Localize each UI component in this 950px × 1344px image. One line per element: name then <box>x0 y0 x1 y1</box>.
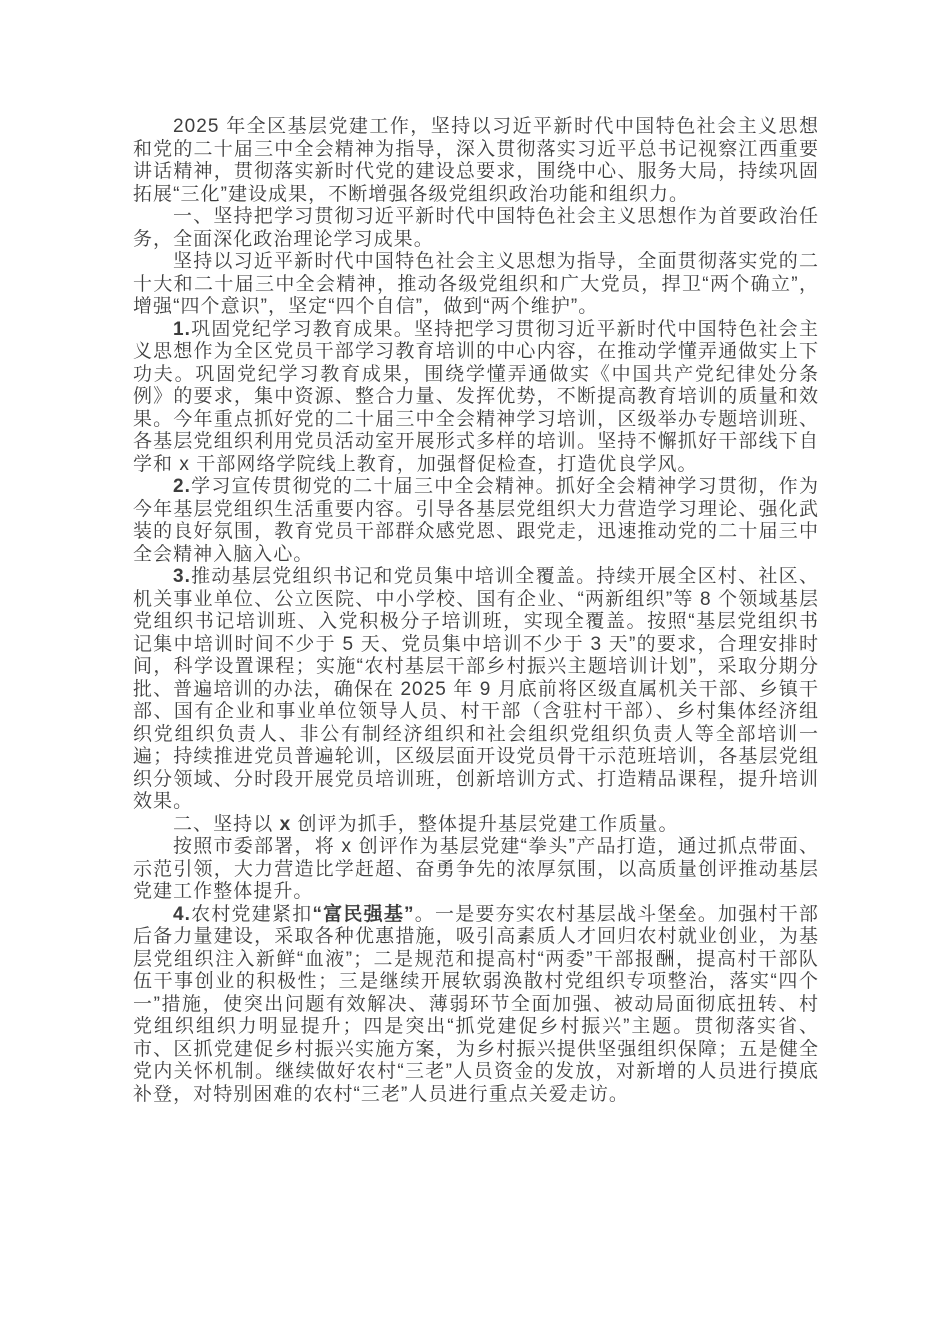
paragraph-5 <box>133 476 819 566</box>
paragraph-4 <box>133 319 819 477</box>
text-run: 推动基层党组织书记和党员集中培训全覆盖。持续开展全区村、社区、机关事业单位、公立医院、中小学校、国有企业、“两新组织”等 8 个领域基层党组织书记培训班、入党积极分子培训班，实现全覆盖。按照“基层党组织书记集中培训时间不少于 5 天、党员集中培训不少于 3 天”的要求，合理安排时间，科学设置课程；实施“农村基层干部乡村振兴主题培训计划”，采取分期分批、普遍培训的办法，确保在 2025 年 9 月底前将区级直属机关干部、乡镇干部、国有企业和事业单位领导人员、村干部（含驻村干部）、乡村集体经济组织党组织负责人、非公有制经济组织和社会组织党组织负责人等全部培训一遍；持续推进党员普遍轮训，区级层面开设党员骨干示范班培训，各基层党组织分领域、分时段开展党员培训班，创新培训方式、打造精品课程，提升培训效果。 <box>133 566 819 812</box>
paragraph-9 <box>133 904 819 1107</box>
bold-text-run: 2. <box>173 476 191 497</box>
paragraph-6 <box>133 566 819 814</box>
text-run: 。一是要夯实农村基层战斗堡垒。加强村干部后备力量建设，采取各种优惠措施，吸引高素质人才回归农村就业创业，为基层党组织注入新鲜“血液”；二是规范和提高村“两委”干部报酬，提高村干部队伍干事创业的积极性；三是继续开展软弱涣散村党组织专项整治，落实“四个一”措施，使突出问题有效解决、薄弱环节全面加强、被动局面彻底扭转、村党组织组织力明显提升；四是突出“抓党建促乡村振兴”主题。贯彻落实省、市、区抓党建促乡村振兴实施方案，为乡村振兴提供坚强组织保障；五是健全党内关怀机制。继续做好农村“三老”人员资金的发放，对新增的人员进行摸底补登，对特别困难的农村“三老”人员进行重点关爱走访。 <box>133 903 819 1105</box>
text-run: 学习宣传贯彻党的二十届三中全会精神。抓好全会精神学习贯彻，作为今年基层党组织生活重要内容。引导各基层党组织大力营造学习理论、强化武装的良好氛围，教育党员干部群众感党恩、跟党走，迅速推动党的二十届三中全会精神入脑入心。 <box>133 476 819 565</box>
text-run: 创评为抓手，整体提升基层党建工作质量。 <box>291 813 679 835</box>
paragraph-1 <box>133 116 819 206</box>
paragraph-8 <box>133 836 819 904</box>
bold-text-run: “富民强基” <box>312 903 415 925</box>
bold-text-run: x <box>279 813 292 835</box>
text-run: 农村党建紧扣 <box>190 903 313 925</box>
text-run: 二、坚持以 <box>173 813 280 835</box>
text-run: 巩固党纪学习教育成果。坚持把学习贯彻习近平新时代中国特色社会主义思想作为全区党员干部学习教育培训的中心内容，在推动学懂弄通做实上下功夫。巩固党纪学习教育成果，围绕学懂弄通做实《中国共产党纪律处分条例》的要求，集中资源、整合力量、发挥优势，不断提高教育培训的质量和效果。今年重点抓好党的二十届三中全会精神学习培训，区级举办专题培训班、各基层党组织利用党员活动室开展形式多样的培训。坚持不懈抓好干部线下自学和 x 干部网络学院线上教育，加强督促检查，打造优良学风。 <box>133 318 819 475</box>
text-run: 按照市委部署，将 x 创评作为基层党建“拳头”产品打造，通过抓点带面、示范引领，大力营造比学赶超、奋勇争先的浓厚氛围，以高质量创评推动基层党建工作整体提升。 <box>133 836 819 902</box>
bold-text-run: 3. <box>173 566 191 587</box>
paragraph-3 <box>133 251 819 319</box>
bold-text-run: 1. <box>173 318 191 340</box>
document-body <box>133 116 819 1106</box>
bold-text-run: 4. <box>173 903 191 925</box>
paragraph-2 <box>133 206 819 251</box>
text-run: 一、坚持把学习贯彻习近平新时代中国特色社会主义思想作为首要政治任务，全面深化政治理论学习成果。 <box>133 206 819 250</box>
text-run: 坚持以习近平新时代中国特色社会主义思想为指导，全面贯彻落实党的二十大和二十届三中全会精神，推动各级党组织和广大党员，捍卫“两个确立”，增强“四个意识”，坚定“四个自信”，做到“两个维护”。 <box>133 251 819 317</box>
text-run: 2025 年全区基层党建工作，坚持以习近平新时代中国特色社会主义思想和党的二十届三中全会精神为指导，深入贯彻落实习近平总书记视察江西重要讲话精神，贯彻落实新时代党的建设总要求，围绕中心、服务大局，持续巩固拓展“三化”建设成果，不断增强各级党组织政治功能和组织力。 <box>133 116 819 205</box>
paragraph-7 <box>133 814 819 837</box>
